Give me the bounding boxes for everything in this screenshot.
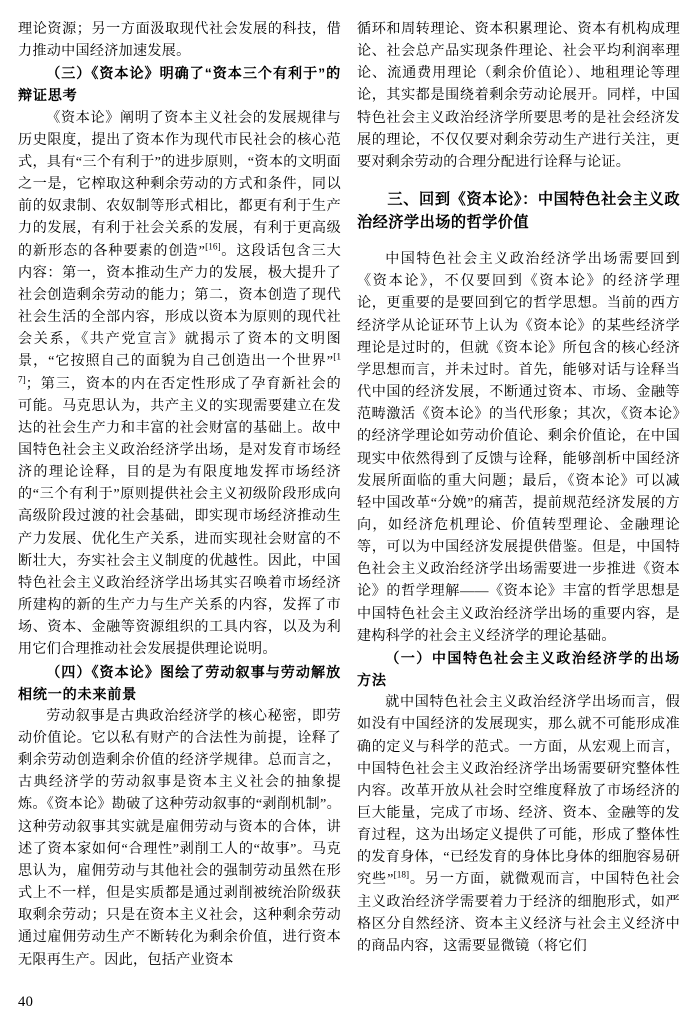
subheading-section-1: （一）中国特色社会主义政治经济学的出场方法 [357,649,680,689]
paragraph-continuation: 理论资源；另一方面汲取现代社会发展的科技，借力推动中国经济加速发展。 [18,21,341,60]
paragraph-text-part-3: ；第三，资本的内在否定性形成了孕育新社会的可能。马克思认为，共产主义的实现需要建立在发达的社会生产力和丰富的社会财富的基础上。故中国特色社会主义政治经济学出场，是对发育市场经济的理论诠释，目的是为有限度地发挥市场经济的“三个有利于”原则提供社会主义初级阶段形成向高级阶段过渡的社会基础，即实现市场经济推动生产力发展、优化生产关系，进而实现社会财富的不断壮大，夯实社会主义制度的优越性。因此，中国特色社会主义政治经济学出场其实召唤着市场经济所建构的新的生产力与生产关系的内容，发挥了市场、资本、金融等资源组织的工具内容，以及为利用它们合理推动社会发展提供理论说明。 [18,375,341,658]
paragraph-appearance-method [357,691,680,957]
section-heading-three: 三、回到《资本论》：中国特色社会主义政治经济学出场的哲学价值 [357,191,680,232]
paragraph-capital-three-benefits [18,107,341,661]
paragraph-text-part-2: 。另一方面，就微观而言，中国特色社会主义政治经济学需要着力于经济的细胞形式，如严格区分自然经济、资本主义经济与社会主义经济中的商品内容，这需要显微镜（将它们 [357,871,680,954]
paragraph-text-part-2: 。这段话包含三大内容：第一，资本推动生产力的发展，极大提升了社会创造剩余劳动的能力；第二，资本创造了现代社会生活的全部内容，形成以资本为原则的现代社会关系，《共产党宣言》就揭示了资本的文明图景，“它按照自己的面貌为自己创造出一个世界” [18,242,341,370]
right-column [357,18,680,957]
paragraph-continuation-right: 循环和周转理论、资本积累理论、资本有机构成理论、社会总产品实现条件理论、社会平均利润率理论、流通费用理论（剩余价值论）、地租理论等理论，其实都是围绕着剩余劳动论展开。同样，中国特色社会主义政治经济学所要思考的是社会经济发展的理论，不仅仅要对剩余劳动生产进行关注，更要对剩余劳动的合理分配进行诠释与论证。 [357,21,680,170]
left-column [18,18,341,971]
subheading-section-3: （三）《资本论》明确了“资本三个有利于”的辩证思考 [18,65,341,104]
paragraph-text-part-1: 就中国特色社会主义政治经济学出场而言，假如没有中国经济的发展现实，那么就不可能形成准确的定义与科学的范式。一方面，从宏观上而言，中国特色社会主义政治经济学出场需要研究整体性内容。改革开放从社会时空维度释放了市场经济的巨大能量，完成了市场、经济、资本、金融等的发育过程，这为出场定义提供了可能，形成了整体性的发育身体，“已经发育的身体比身体的细胞容易研究些” [357,694,680,888]
citation-marker-16: [16] [205,241,221,252]
citation-marker-17: [17] [18,352,341,385]
paragraph-text-part-1: 《资本论》阐明了资本主义社会的发展规律与历史限度，提出了资本作为现代市民社会的核心范式，具有“三个有利于”的进步原则，“资本的文明面之一是，它榨取这种剩余劳动的方式和条件，同以前的奴隶制、农奴制等形式相比，都更有利于生产力的发展，有利于社会关系的发展，有利于更高级的新形态的各种要素的创造” [18,109,341,259]
two-column-layout [18,18,680,980]
subheading-section-4: （四）《资本论》图绘了劳动叙事与劳动解放相统一的未来前景 [18,663,341,702]
paragraph-return-to-capital: 中国特色社会主义政治经济学出场需要回到《资本论》，不仅要回到《资本论》的经济学理论，更重要的是要回到它的哲学思想。当前的西方经济学从论证环节上认为《资本论》的某些经济学理论是过时的，但就《资本论》所包含的核心经济学思想而言，并未过时。首先，能够对话与诠释当代中国的经济发展，不断通过资本、市场、金融等范畴激活《资本论》的当代形象；其次，《资本论》的经济学理论如劳动价值论、剩余价值论，在中国现实中依然得到了反馈与诠释，能够剖析中国经济发展所面临的重大问题；最后，《资本论》可以减轻中国改革“分娩”的痛苦，提前规范经济发展的方向，如经济危机理论、价值转型理论、金融理论等，可以为中国经济发展提供借鉴。但是，中国特色社会主义政治经济学出场需要进一步推进《资本论》的哲学理解——《资本论》丰富的哲学思想是中国特色社会主义政治经济学出场的重要内容，是建构科学的社会主义经济学的理论基础。 [357,251,680,644]
paragraph-labor-narrative: 劳动叙事是古典政治经济学的核心秘密，即劳动价值论。它以私有财产的合法性为前提，诠释了剩余劳动创造剩余价值的经济学规律。总而言之，古典经济学的劳动叙事是资本主义社会的抽象提炼。《资本论》勘破了这种劳动叙事的“剥削机制”。这种劳动叙事其实就是雇佣劳动与资本的合体，讲述了资本家如何“合理性”剥削工人的“故事”。马克思认为，雇佣劳动与其他社会的强制劳动虽然在形式上不一样，但是实质都是通过剥削被统治阶级获取剩余劳动；只是在资本主义社会，这种剩余劳动通过雇佣劳动生产不断转化为剩余价值，进行资本无限再生产。因此，包括产业资本 [18,707,341,968]
page-number: 40 [18,994,34,1010]
citation-marker-18: [18] [393,870,410,881]
